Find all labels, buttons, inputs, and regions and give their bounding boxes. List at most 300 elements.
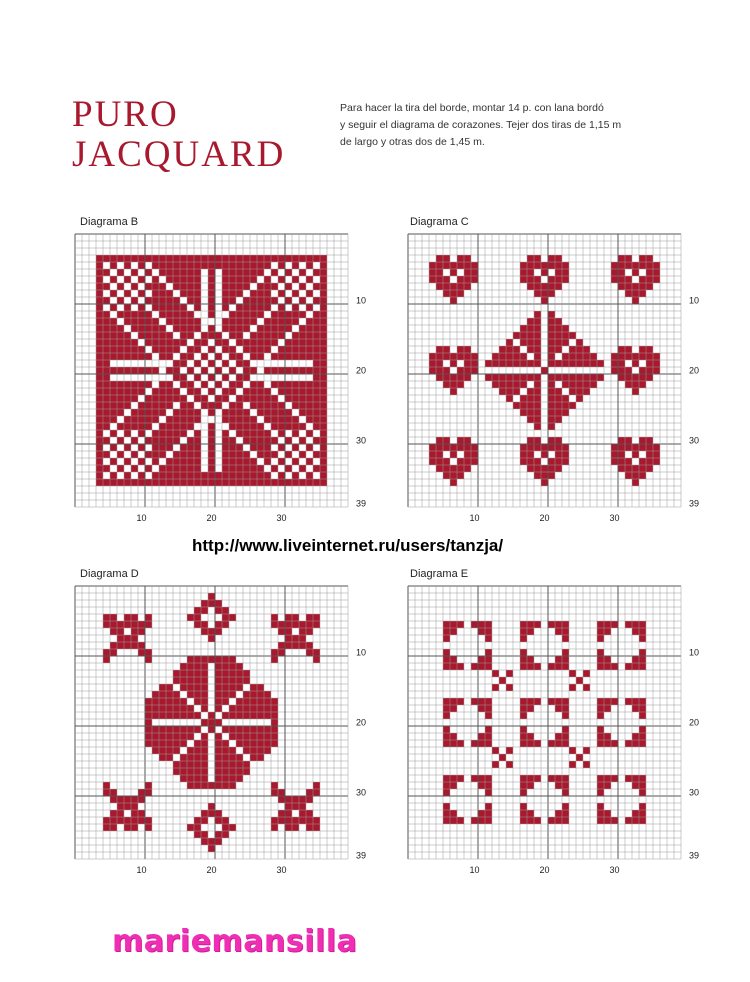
stitch-cell	[243, 465, 250, 472]
stitch-cell	[187, 444, 194, 451]
stitch-cell	[632, 269, 639, 276]
stitch-cell	[222, 395, 229, 402]
stitch-cell	[166, 339, 173, 346]
stitch-cell	[618, 465, 625, 472]
stitch-cell	[278, 649, 285, 656]
stitch-cell	[250, 472, 257, 479]
stitch-cell	[562, 649, 569, 656]
stitch-cell	[187, 409, 194, 416]
stitch-cell	[201, 810, 208, 817]
x-tick-label: 20	[539, 865, 550, 875]
stitch-cell	[457, 458, 464, 465]
stitch-cell	[457, 346, 464, 353]
stitch-cell	[243, 416, 250, 423]
stitch-cell	[646, 360, 653, 367]
stitch-cell	[236, 402, 243, 409]
stitch-cell	[485, 360, 492, 367]
stitch-cell	[180, 332, 187, 339]
stitch-cell	[548, 339, 555, 346]
stitch-cell	[250, 733, 257, 740]
stitch-cell	[492, 747, 499, 754]
stitch-cell	[457, 374, 464, 381]
stitch-cell	[299, 642, 306, 649]
stitch-cell	[222, 712, 229, 719]
stitch-cell	[611, 276, 618, 283]
stitch-cell	[464, 255, 471, 262]
stitch-cell	[320, 451, 327, 458]
stitch-cell	[639, 290, 646, 297]
stitch-cell	[264, 416, 271, 423]
stitch-cell	[278, 409, 285, 416]
stitch-cell	[436, 451, 443, 458]
stitch-cell	[625, 381, 632, 388]
stitch-cell	[166, 304, 173, 311]
stitch-cell	[520, 339, 527, 346]
stitch-cell	[166, 691, 173, 698]
stitch-cell	[278, 325, 285, 332]
stitch-cell	[639, 628, 646, 635]
stitch-cell	[271, 621, 278, 628]
stitch-cell	[166, 395, 173, 402]
stitch-cell	[548, 318, 555, 325]
stitch-cell	[222, 824, 229, 831]
stitch-cell	[201, 600, 208, 607]
stitch-cell	[264, 346, 271, 353]
stitch-cell	[464, 437, 471, 444]
stitch-cell	[194, 451, 201, 458]
stitch-cell	[618, 346, 625, 353]
stitch-cell	[215, 472, 222, 479]
stitch-cell	[117, 283, 124, 290]
stitch-cell	[138, 479, 145, 486]
stitch-cell	[194, 360, 201, 367]
stitch-cell	[285, 642, 292, 649]
stitch-cell	[138, 276, 145, 283]
stitch-cell	[625, 465, 632, 472]
stitch-cell	[124, 311, 131, 318]
stitch-cell	[320, 360, 327, 367]
stitch-cell	[271, 782, 278, 789]
stitch-cell	[320, 423, 327, 430]
stitch-cell	[285, 803, 292, 810]
stitch-cell	[506, 388, 513, 395]
stitch-cell	[271, 719, 278, 726]
stitch-cell	[429, 444, 436, 451]
stitch-cell	[313, 423, 320, 430]
stitch-cell	[145, 479, 152, 486]
stitch-cell	[173, 388, 180, 395]
stitch-cell	[138, 409, 145, 416]
stitch-cell	[313, 325, 320, 332]
stitch-cell	[278, 642, 285, 649]
stitch-cell	[450, 262, 457, 269]
stitch-cell	[443, 810, 450, 817]
stitch-cell	[96, 479, 103, 486]
stitch-cell	[285, 311, 292, 318]
stitch-cell	[159, 332, 166, 339]
stitch-cell	[103, 614, 110, 621]
stitch-cell	[166, 747, 173, 754]
stitch-cell	[222, 409, 229, 416]
stitch-cell	[103, 325, 110, 332]
stitch-cell	[534, 817, 541, 824]
stitch-cell	[124, 479, 131, 486]
stitch-cell	[138, 318, 145, 325]
stitch-cell	[271, 395, 278, 402]
x-tick-label: 10	[136, 513, 147, 523]
stitch-cell	[96, 430, 103, 437]
stitch-cell	[313, 255, 320, 262]
stitch-cell	[222, 430, 229, 437]
stitch-cell	[180, 381, 187, 388]
stitch-cell	[478, 705, 485, 712]
stitch-cell	[159, 388, 166, 395]
stitch-cell	[243, 740, 250, 747]
stitch-cell	[443, 726, 450, 733]
stitch-cell	[243, 297, 250, 304]
stitch-cell	[271, 402, 278, 409]
stitch-cell	[215, 838, 222, 845]
stitch-cell	[110, 353, 117, 360]
stitch-cell	[534, 472, 541, 479]
stitch-cell	[639, 733, 646, 740]
stitch-cell	[236, 423, 243, 430]
stitch-cell	[145, 712, 152, 719]
stitch-cell	[278, 458, 285, 465]
stitch-cell	[173, 374, 180, 381]
stitch-cell	[527, 262, 534, 269]
stitch-cell	[313, 318, 320, 325]
stitch-cell	[215, 684, 222, 691]
x-tick-label: 30	[609, 513, 620, 523]
stitch-cell	[527, 276, 534, 283]
stitch-cell	[471, 817, 478, 824]
stitch-cell	[639, 803, 646, 810]
stitch-cell	[110, 318, 117, 325]
stitch-cell	[450, 782, 457, 789]
stitch-cell	[450, 810, 457, 817]
stitch-cell	[548, 817, 555, 824]
stitch-cell	[250, 402, 257, 409]
stitch-cell	[625, 458, 632, 465]
stitch-cell	[180, 740, 187, 747]
stitch-cell	[306, 789, 313, 796]
stitch-cell	[306, 458, 313, 465]
stitch-cell	[110, 276, 117, 283]
stitch-cell	[499, 353, 506, 360]
stitch-cell	[499, 374, 506, 381]
stitch-cell	[187, 479, 194, 486]
stitch-cell	[520, 374, 527, 381]
stitch-cell	[145, 353, 152, 360]
stitch-cell	[187, 775, 194, 782]
stitch-cell	[187, 318, 194, 325]
stitch-cell	[229, 465, 236, 472]
stitch-cell	[215, 628, 222, 635]
stitch-cell	[117, 381, 124, 388]
stitch-cell	[222, 831, 229, 838]
stitch-cell	[292, 472, 299, 479]
stitch-cell	[534, 339, 541, 346]
stitch-cell	[236, 269, 243, 276]
stitch-cell	[639, 437, 646, 444]
stitch-cell	[443, 663, 450, 670]
stitch-cell	[257, 465, 264, 472]
stitch-cell	[292, 353, 299, 360]
stitch-cell	[562, 262, 569, 269]
stitch-cell	[646, 444, 653, 451]
stitch-cell	[471, 444, 478, 451]
stitch-cell	[520, 775, 527, 782]
stitch-cell	[159, 262, 166, 269]
stitch-cell	[499, 677, 506, 684]
stitch-cell	[131, 283, 138, 290]
stitch-cell	[152, 395, 159, 402]
stitch-cell	[201, 677, 208, 684]
stitch-cell	[625, 255, 632, 262]
stitch-cell	[180, 465, 187, 472]
stitch-cell	[222, 740, 229, 747]
stitch-cell	[271, 325, 278, 332]
stitch-cell	[464, 444, 471, 451]
stitch-cell	[548, 444, 555, 451]
stitch-cell	[222, 747, 229, 754]
stitch-cell	[187, 726, 194, 733]
stitch-cell	[208, 283, 215, 290]
stitch-cell	[145, 719, 152, 726]
stitch-cell	[590, 360, 597, 367]
stitch-cell	[180, 761, 187, 768]
stitch-cell	[187, 283, 194, 290]
stitch-cell	[145, 451, 152, 458]
stitch-cell	[429, 360, 436, 367]
stitch-cell	[152, 451, 159, 458]
stitch-cell	[464, 360, 471, 367]
stitch-cell	[180, 325, 187, 332]
stitch-cell	[320, 269, 327, 276]
stitch-cell	[534, 381, 541, 388]
stitch-cell	[166, 472, 173, 479]
stitch-cell	[222, 346, 229, 353]
stitch-cell	[229, 761, 236, 768]
stitch-cell	[229, 325, 236, 332]
stitch-cell	[450, 479, 457, 486]
stitch-cell	[173, 472, 180, 479]
stitch-cell	[257, 311, 264, 318]
stitch-cell	[124, 388, 131, 395]
stitch-cell	[145, 733, 152, 740]
stitch-cell	[306, 642, 313, 649]
stitch-cell	[187, 269, 194, 276]
stitch-cell	[124, 796, 131, 803]
stitch-cell	[278, 479, 285, 486]
stitch-cell	[236, 311, 243, 318]
stitch-cell	[173, 451, 180, 458]
stitch-cell	[96, 416, 103, 423]
stitch-cell	[110, 817, 117, 824]
stitch-cell	[117, 388, 124, 395]
y-tick-label: 10	[356, 647, 367, 658]
stitch-cell	[597, 782, 604, 789]
stitch-cell	[215, 381, 222, 388]
stitch-cell	[187, 416, 194, 423]
stitch-cell	[299, 381, 306, 388]
stitch-cell	[229, 444, 236, 451]
stitch-cell	[464, 276, 471, 283]
stitch-cell	[236, 670, 243, 677]
stitch-cell	[271, 283, 278, 290]
stitch-cell	[555, 621, 562, 628]
stitch-cell	[541, 283, 548, 290]
stitch-cell	[243, 479, 250, 486]
stitch-cell	[145, 817, 152, 824]
stitch-cell	[250, 458, 257, 465]
stitch-cell	[250, 705, 257, 712]
stitch-cell	[166, 255, 173, 262]
stitch-cell	[250, 255, 257, 262]
stitch-cell	[271, 649, 278, 656]
stitch-cell	[138, 472, 145, 479]
stitch-cell	[250, 437, 257, 444]
stitch-cell	[194, 346, 201, 353]
stitch-cell	[320, 297, 327, 304]
stitch-cell	[187, 388, 194, 395]
stitch-cell	[166, 705, 173, 712]
stitch-cell	[131, 642, 138, 649]
stitch-cell	[618, 283, 625, 290]
stitch-cell	[499, 381, 506, 388]
stitch-cell	[632, 451, 639, 458]
title-line-2: JACQUARD	[72, 134, 286, 175]
stitch-cell	[264, 451, 271, 458]
stitch-cell	[443, 740, 450, 747]
stitch-cell	[618, 444, 625, 451]
stitch-cell	[103, 789, 110, 796]
stitch-cell	[285, 283, 292, 290]
stitch-cell	[173, 691, 180, 698]
stitch-cell	[285, 465, 292, 472]
stitch-cell	[103, 374, 110, 381]
stitch-cell	[562, 663, 569, 670]
stitch-cell	[443, 628, 450, 635]
stitch-cell	[187, 677, 194, 684]
stitch-cell	[285, 353, 292, 360]
diagram-c-label: Diagrama C	[410, 216, 469, 228]
stitch-cell	[618, 360, 625, 367]
stitch-cell	[117, 395, 124, 402]
stitch-cell	[264, 325, 271, 332]
stitch-cell	[264, 318, 271, 325]
stitch-cell	[131, 628, 138, 635]
stitch-cell	[485, 775, 492, 782]
stitch-cell	[520, 810, 527, 817]
stitch-cell	[159, 691, 166, 698]
stitch-cell	[243, 395, 250, 402]
stitch-cell	[597, 705, 604, 712]
stitch-cell	[236, 381, 243, 388]
stitch-cell	[257, 684, 264, 691]
stitch-cell	[173, 423, 180, 430]
stitch-cell	[604, 621, 611, 628]
stitch-cell	[236, 318, 243, 325]
stitch-cell	[145, 409, 152, 416]
stitch-cell	[583, 670, 590, 677]
stitch-cell	[597, 810, 604, 817]
stitch-cell	[632, 479, 639, 486]
stitch-cell	[278, 353, 285, 360]
stitch-cell	[590, 381, 597, 388]
stitch-cell	[110, 325, 117, 332]
stitch-cell	[201, 656, 208, 663]
stitch-cell	[527, 733, 534, 740]
stitch-cell	[124, 803, 131, 810]
stitch-cell	[222, 621, 229, 628]
stitch-cell	[548, 346, 555, 353]
diagram-e-label: Diagrama E	[410, 568, 469, 580]
stitch-cell	[457, 367, 464, 374]
stitch-cell	[653, 353, 660, 360]
stitch-cell	[271, 353, 278, 360]
stitch-cell	[562, 276, 569, 283]
stitch-cell	[292, 276, 299, 283]
stitch-cell	[145, 381, 152, 388]
stitch-cell	[229, 614, 236, 621]
stitch-cell	[443, 712, 450, 719]
stitch-cell	[257, 747, 264, 754]
stitch-cell	[103, 782, 110, 789]
stitch-cell	[436, 276, 443, 283]
stitch-cell	[138, 458, 145, 465]
stitch-cell	[271, 311, 278, 318]
stitch-cell	[285, 367, 292, 374]
stitch-cell	[264, 458, 271, 465]
stitch-cell	[520, 649, 527, 656]
stitch-cell	[299, 451, 306, 458]
stitch-cell	[222, 670, 229, 677]
stitch-cell	[145, 332, 152, 339]
stitch-cell	[271, 789, 278, 796]
stitch-cell	[215, 670, 222, 677]
stitch-cell	[236, 740, 243, 747]
stitch-cell	[243, 691, 250, 698]
stitch-cell	[138, 642, 145, 649]
stitch-cell	[299, 367, 306, 374]
stitch-cell	[222, 614, 229, 621]
stitch-cell	[180, 283, 187, 290]
stitch-cell	[299, 810, 306, 817]
stitch-cell	[611, 458, 618, 465]
stitch-cell	[103, 297, 110, 304]
stitch-cell	[152, 409, 159, 416]
stitch-cell	[215, 768, 222, 775]
stitch-cell	[264, 276, 271, 283]
stitch-cell	[243, 437, 250, 444]
stitch-cell	[506, 353, 513, 360]
stitch-cell	[222, 726, 229, 733]
stitch-cell	[257, 698, 264, 705]
stitch-cell	[257, 754, 264, 761]
stitch-cell	[271, 416, 278, 423]
stitch-cell	[243, 346, 250, 353]
stitch-cell	[250, 353, 257, 360]
stitch-cell	[110, 810, 117, 817]
stitch-cell	[173, 740, 180, 747]
stitch-cell	[611, 817, 618, 824]
stitch-cell	[450, 290, 457, 297]
stitch-cell	[285, 416, 292, 423]
stitch-cell	[257, 388, 264, 395]
stitch-cell	[145, 782, 152, 789]
